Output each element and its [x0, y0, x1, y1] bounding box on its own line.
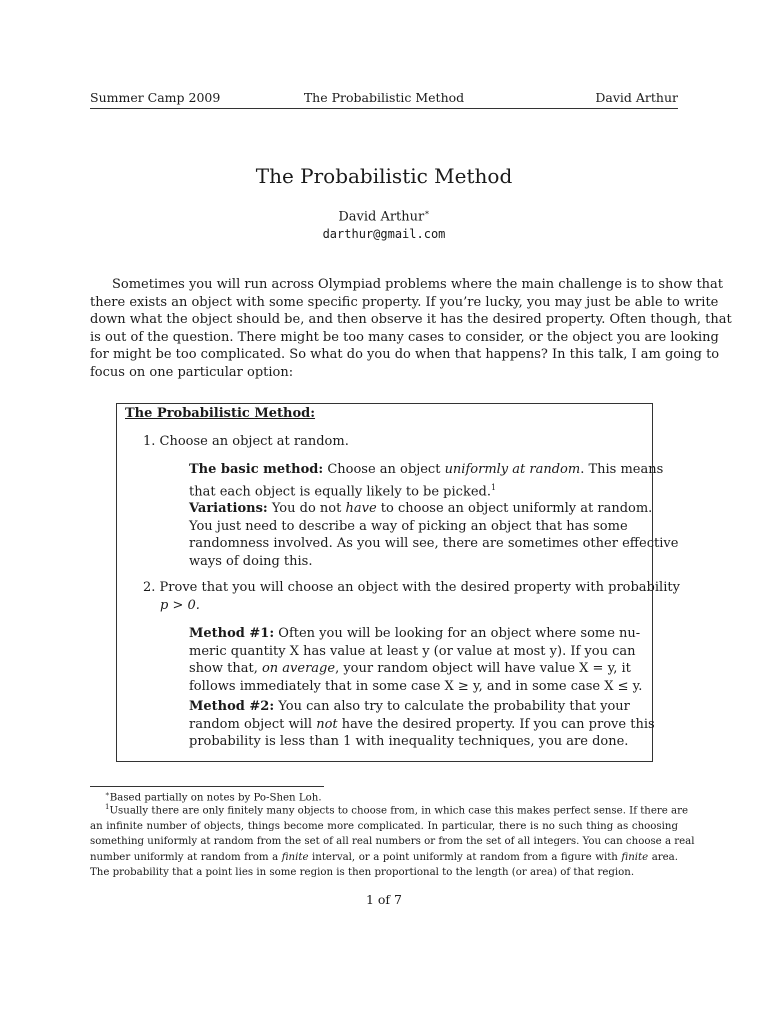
text: follows immediately that in some case X ≥ y, and in some case X ≤ y. — [189, 678, 643, 694]
intro-line: there exists an object with some specific property. If you’re lucky, you may just be able to write — [90, 294, 719, 310]
header-rule — [90, 108, 678, 109]
method-box — [116, 403, 680, 762]
intro-line: down what the object should be, and then observe it has the desired property. Often though, that — [90, 312, 732, 327]
intro-paragraph — [90, 276, 732, 381]
emphasis: not — [316, 716, 338, 732]
text: . This means — [580, 462, 664, 477]
method-2-label: Method #2: — [189, 699, 275, 714]
basic-method-block — [189, 461, 664, 500]
text: You just need to describe a way of picking an object that has some — [189, 518, 628, 534]
emphasis: finite — [281, 851, 309, 863]
intro-line: focus on one particular option: — [90, 364, 294, 380]
variations-label: Variations: — [189, 501, 268, 516]
intro-line: for might be too complicated. So what do you do when that happens? In this talk, I am going to — [90, 347, 720, 362]
text: Choose an object — [323, 462, 445, 477]
emphasis: uniformly at random — [444, 462, 581, 477]
step-1: 1. Choose an object at random. — [143, 434, 349, 449]
text: You do not — [267, 501, 346, 516]
emphasis: on average — [261, 661, 336, 676]
text: 2. Prove that you will choose an object with the desired property with probability — [143, 580, 680, 595]
header-left: Summer Camp 2009 — [90, 90, 221, 105]
box-title: The Probabilistic Method: — [125, 406, 316, 421]
method-2-block — [189, 698, 655, 751]
header-center: The Probabilistic Method — [303, 90, 465, 105]
text: randomness involved. As you will see, there are sometimes other effective — [189, 536, 679, 551]
footnote-1 — [90, 800, 695, 881]
author-name: David Arthur — [338, 209, 425, 225]
footnote-mark: 1 — [105, 803, 110, 811]
text: ways of doing this. — [189, 553, 313, 569]
intro-line: Sometimes you will run across Olympiad problems where the main challenge is to show that — [112, 277, 724, 292]
basic-method-label: The basic method: — [189, 462, 324, 477]
author-email: darthur@gmail.com — [322, 227, 446, 241]
text: interval, or a point uniformly at random from a figure with — [308, 851, 622, 863]
text: Often you will be looking for an object where some nu- — [274, 626, 641, 641]
paper-title: The Probabilistic Method — [255, 164, 513, 188]
text: to choose an object uniformly at random. — [376, 501, 653, 516]
text: Usually there are only finitely many objects to choose from, in which case this makes perfect sense. If there are — [109, 805, 688, 817]
method-1-block — [189, 625, 643, 695]
text: meric quantity X has value at least y (or value at most y). If you can — [189, 643, 636, 659]
footnote-mark-1: 1 — [490, 482, 497, 492]
author-line — [0, 208, 768, 224]
method-1-label: Method #1: — [189, 626, 275, 641]
text: have the desired property. If you can prove this — [337, 716, 655, 732]
text: area. — [648, 851, 678, 863]
header-right: David Arthur — [595, 90, 678, 105]
text: random object will — [189, 716, 317, 732]
step-2 — [143, 579, 680, 614]
variations-block — [189, 500, 679, 570]
text: , your random object will have value X = y, it — [335, 661, 631, 676]
intro-line: is out of the question. There might be too many cases to consider, or the object you are looking — [90, 329, 719, 345]
page-number: 1 of 7 — [365, 892, 402, 907]
emphasis: have — [345, 501, 377, 516]
text: an infinite number of objects, things become more complicated. In particular, there is no such thing as choosing — [90, 820, 678, 832]
text: show that, — [189, 661, 262, 676]
text: The probability that a point lies in some region is then proportional to the length (or area) of that region. — [90, 867, 635, 879]
emphasis: finite — [621, 851, 649, 863]
text: something uniformly at random from the set of all real numbers or from the set of all integers. You can choose a real — [90, 836, 695, 848]
text: number uniformly at random from a — [90, 851, 282, 863]
footnote-mark: ∗ — [105, 790, 110, 798]
text: probability is less than 1 with inequality techniques, you are done. — [189, 734, 629, 749]
text: You can also try to calculate the probability that your — [274, 699, 630, 714]
text: that each object is equally likely to be picked. — [189, 483, 491, 499]
text: Based partially on notes by Po-Shen Loh. — [109, 792, 322, 804]
author-footnote-mark: ∗ — [424, 208, 430, 217]
text: p > 0. — [160, 597, 200, 613]
